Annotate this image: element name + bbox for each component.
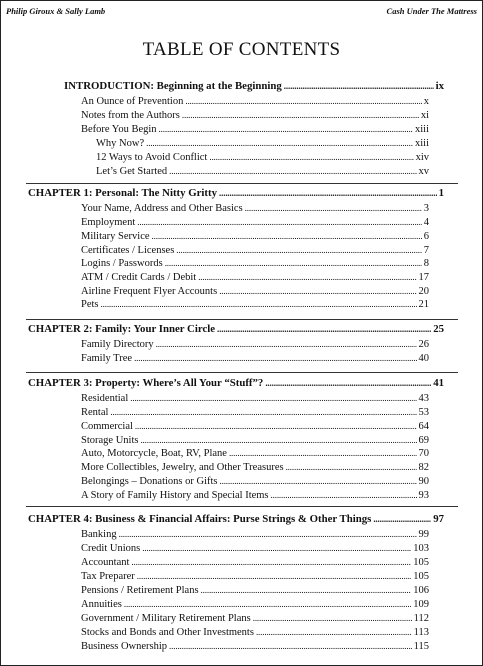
toc-entry <box>81 109 429 122</box>
toc-page-number: 17 <box>418 272 429 283</box>
running-header-book-title: Cash Under The Mattress <box>386 6 477 16</box>
toc-entry <box>81 230 429 243</box>
toc-entry <box>81 584 429 597</box>
dot-leader <box>169 165 416 178</box>
toc-entry-title: Employment <box>81 217 136 228</box>
page-title: TABLE OF CONTENTS <box>142 39 341 60</box>
toc-entry-title: Credit Unions <box>81 543 141 554</box>
toc-page-number: 69 <box>418 435 429 446</box>
toc-entry <box>81 542 429 555</box>
toc-page-number: 4 <box>423 217 429 228</box>
toc-entry-title: Accountant <box>81 557 130 568</box>
running-header-authors: Philip Giroux & Sally Lamb <box>6 6 106 16</box>
dot-leader <box>373 513 431 526</box>
dot-leader <box>182 109 419 122</box>
toc-page-number: 109 <box>413 599 429 610</box>
toc-page-number: 25 <box>433 323 444 335</box>
dot-leader <box>176 244 421 257</box>
toc-entry-title: Pensions / Retirement Plans <box>81 585 199 596</box>
toc-page-number: 90 <box>418 476 429 487</box>
dot-leader <box>130 392 416 405</box>
dot-leader <box>217 323 431 336</box>
toc-entry-title: More Collectibles, Jewelry, and Other Treasures <box>81 462 284 473</box>
toc-entry-title: Stocks and Bonds and Other Investments <box>81 627 254 638</box>
toc-page-number: 82 <box>418 462 429 473</box>
toc-page-number: 7 <box>423 245 429 256</box>
dot-leader <box>146 137 413 150</box>
toc-page-number: 20 <box>418 286 429 297</box>
toc-chapter-entry <box>28 377 444 390</box>
toc-page-number: 40 <box>418 353 429 364</box>
dot-leader <box>245 202 422 215</box>
section-divider <box>26 372 458 373</box>
dot-leader <box>142 542 411 555</box>
toc-entry-title: CHAPTER 2: Family: Your Inner Circle <box>28 323 216 335</box>
toc-entry <box>81 257 429 270</box>
toc-entry-title: ATM / Credit Cards / Debit <box>81 272 197 283</box>
toc-page-number: 97 <box>433 513 444 525</box>
dot-leader <box>152 230 422 243</box>
toc-entry-title: A Story of Family History and Special Items <box>81 490 269 501</box>
toc-page-number: 1 <box>438 187 444 199</box>
toc-entry <box>81 434 429 447</box>
dot-leader <box>135 420 417 433</box>
dot-leader <box>156 338 417 351</box>
toc-page-number: 41 <box>433 377 444 389</box>
toc-entry-title: INTRODUCTION: Beginning at the Beginning <box>64 80 282 92</box>
toc-entry-title: Certificates / Licenses <box>81 245 175 256</box>
dot-leader <box>124 598 411 611</box>
dot-leader <box>256 626 412 639</box>
dot-leader <box>110 406 416 419</box>
toc-entry <box>81 95 429 108</box>
toc-page-number: 112 <box>413 613 429 624</box>
toc-entry-title: Military Service <box>81 231 150 242</box>
dot-leader <box>286 461 417 474</box>
toc-page-number: 113 <box>413 627 429 638</box>
toc-entry-title: Business Ownership <box>81 641 168 652</box>
toc-entry <box>81 271 429 284</box>
toc-page-number: 43 <box>418 393 429 404</box>
toc-entry-title: Family Directory <box>81 339 154 350</box>
toc-entry-title: CHAPTER 1: Personal: The Nitty Gritty <box>28 187 218 199</box>
dot-leader <box>101 298 417 311</box>
toc-chapter-entry <box>28 513 444 526</box>
section-divider <box>26 319 458 320</box>
toc-entry-title: Airline Frequent Flyer Accounts <box>81 286 218 297</box>
dot-leader <box>209 151 413 164</box>
dot-leader <box>220 475 417 488</box>
toc-page-number: 106 <box>413 585 429 596</box>
dot-leader <box>159 123 413 136</box>
dot-leader <box>165 257 422 270</box>
toc-entry <box>81 216 429 229</box>
dot-leader <box>137 570 411 583</box>
toc-entry <box>81 570 429 583</box>
toc-entry <box>81 392 429 405</box>
toc-entry-title: Let’s Get Started <box>96 166 168 177</box>
toc-entry <box>81 475 429 488</box>
toc-entry-title: Annuities <box>81 599 122 610</box>
toc-chapter-entry <box>28 187 444 200</box>
toc-entry-title: Storage Units <box>81 435 139 446</box>
toc-entry <box>81 461 429 474</box>
dot-leader <box>185 95 421 108</box>
toc-page-number: ix <box>435 80 444 92</box>
toc-page-number: 99 <box>418 529 429 540</box>
toc-entry-title: Why Now? <box>96 138 145 149</box>
toc-entry <box>81 406 429 419</box>
toc-entry <box>81 556 429 569</box>
toc-page-number: xv <box>418 166 429 177</box>
dot-leader <box>169 640 412 653</box>
toc-entry-title: Tax Preparer <box>81 571 135 582</box>
toc-entry-title: Family Tree <box>81 353 133 364</box>
toc-entry <box>81 489 429 502</box>
toc-page-number: xiv <box>415 152 429 163</box>
toc-page-number: xi <box>420 110 429 121</box>
toc-entry <box>81 598 429 611</box>
toc-entry <box>96 165 429 178</box>
toc-entry <box>81 338 429 351</box>
toc-page-number: 26 <box>418 339 429 350</box>
toc-page-number: xiii <box>414 124 429 135</box>
section-divider <box>26 506 458 507</box>
toc-page-number: 105 <box>413 557 429 568</box>
toc-entry <box>81 202 429 215</box>
dot-leader <box>137 216 422 229</box>
dot-leader <box>119 528 417 541</box>
dot-leader <box>265 377 431 390</box>
toc-entry-title: Notes from the Authors <box>81 110 180 121</box>
dot-leader <box>229 447 417 460</box>
toc-page-number: 93 <box>418 490 429 501</box>
toc-entry-title: CHAPTER 4: Business & Financial Affairs: Purse Strings & Other Things <box>28 513 372 525</box>
toc-entry <box>81 447 429 460</box>
toc-entry-title: Banking <box>81 529 117 540</box>
toc-entry <box>81 626 429 639</box>
toc-entry-title: Pets <box>81 299 99 310</box>
toc-entry <box>81 640 429 653</box>
toc-entry-title: An Ounce of Prevention <box>81 96 184 107</box>
toc-entry <box>81 123 429 136</box>
toc-entry <box>96 137 429 150</box>
toc-page-number: 53 <box>418 407 429 418</box>
toc-entry-title: Auto, Motorcycle, Boat, RV, Plane <box>81 448 227 459</box>
toc-entry-title: Before You Begin <box>81 124 157 135</box>
toc-entry-title: Rental <box>81 407 109 418</box>
toc-entry-title: Your Name, Address and Other Basics <box>81 203 243 214</box>
toc-page-number: 115 <box>413 641 429 652</box>
toc-entry <box>81 285 429 298</box>
toc-page-number: 103 <box>413 543 429 554</box>
toc-entry-title: Logins / Passwords <box>81 258 163 269</box>
section-divider <box>26 183 458 184</box>
toc-entry-title: CHAPTER 3: Property: Where’s All Your “Stuff”? <box>28 377 264 389</box>
toc-chapter-entry <box>64 80 444 93</box>
toc-entry <box>81 528 429 541</box>
toc-entry <box>96 151 429 164</box>
toc-page-number: 105 <box>413 571 429 582</box>
toc-entry <box>81 352 429 365</box>
toc-entry-title: Commercial <box>81 421 133 432</box>
toc-chapter-entry <box>28 323 444 336</box>
toc-entry-title: Government / Military Retirement Plans <box>81 613 251 624</box>
toc-page-number: 8 <box>423 258 429 269</box>
toc-page-number: 64 <box>418 421 429 432</box>
toc-entry-title: Belongings – Donations or Gifts <box>81 476 218 487</box>
dot-leader <box>198 271 416 284</box>
dot-leader <box>201 584 412 597</box>
toc-page-number: xiii <box>414 138 429 149</box>
dot-leader <box>284 80 434 93</box>
dot-leader <box>219 187 437 200</box>
toc-entry-title: 12 Ways to Avoid Conflict <box>96 152 208 163</box>
dot-leader <box>140 434 416 447</box>
toc-page-number: 70 <box>418 448 429 459</box>
toc-entry <box>81 244 429 257</box>
toc-page-number: x <box>423 96 429 107</box>
dot-leader <box>271 489 417 502</box>
toc-entry <box>81 298 429 311</box>
toc-entry <box>81 420 429 433</box>
dot-leader <box>131 556 411 569</box>
toc-page-number: 6 <box>423 231 429 242</box>
dot-leader <box>134 352 416 365</box>
toc-page-number: 3 <box>423 203 429 214</box>
toc-entry <box>81 612 429 625</box>
toc-entry-title: Residential <box>81 393 129 404</box>
dot-leader <box>219 285 416 298</box>
toc-page-number: 21 <box>418 299 429 310</box>
dot-leader <box>253 612 412 625</box>
